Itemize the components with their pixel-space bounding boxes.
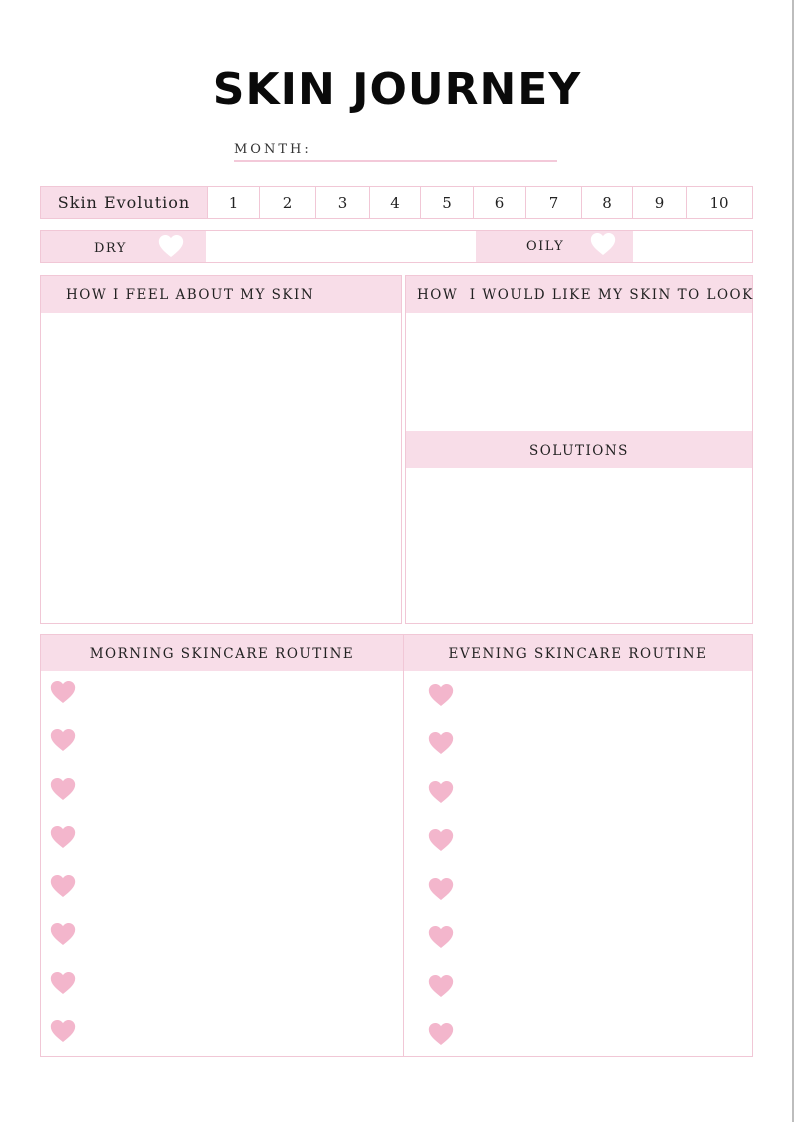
morning-checkbox-heart-icon-2[interactable] [50, 728, 76, 752]
like-title: HOW I WOULD LIKE MY SKIN TO LOOK [417, 287, 754, 303]
morning-checkbox-heart-icon-1[interactable] [50, 680, 76, 704]
scale-cell-3[interactable]: 3 [316, 187, 370, 218]
evening-checkbox-heart-icon-3[interactable] [428, 780, 454, 804]
morning-checkbox-heart-icon-4[interactable] [50, 825, 76, 849]
evening-checkbox-heart-icon-8[interactable] [428, 1022, 454, 1046]
scale-cell-9[interactable]: 9 [633, 187, 687, 218]
scale-cell-8[interactable]: 8 [582, 187, 633, 218]
skin-evolution-label: Skin Evolution [41, 187, 208, 218]
morning-checkbox-heart-icon-3[interactable] [50, 777, 76, 801]
morning-checkbox-heart-icon-8[interactable] [50, 1019, 76, 1043]
scale-cell-6[interactable]: 6 [474, 187, 526, 218]
evening-checkbox-heart-icon-6[interactable] [428, 925, 454, 949]
scale-cell-7[interactable]: 7 [526, 187, 582, 218]
solutions-title: SOLUTIONS [529, 443, 629, 459]
evening-checkbox-heart-icon-4[interactable] [428, 828, 454, 852]
scale-cell-5[interactable]: 5 [421, 187, 474, 218]
morning-title: MORNING SKINCARE ROUTINE [89, 646, 355, 662]
morning-checkbox-heart-icon-6[interactable] [50, 922, 76, 946]
evening-checkbox-heart-icon-2[interactable] [428, 731, 454, 755]
oily-heart-icon[interactable] [590, 232, 616, 256]
month-input-line[interactable] [234, 160, 557, 162]
dry-heart-icon[interactable] [158, 234, 184, 258]
oily-label: OILY [526, 239, 565, 254]
evening-routine-section [403, 634, 753, 1057]
morning-checkbox-heart-icon-7[interactable] [50, 971, 76, 995]
scale-cell-10[interactable]: 10 [709, 193, 729, 212]
scale-cell-4[interactable]: 4 [370, 187, 421, 218]
evening-checkbox-heart-icon-1[interactable] [428, 683, 454, 707]
dry-label: DRY [94, 241, 127, 256]
feel-title: HOW I FEEL ABOUT MY SKIN [66, 287, 315, 303]
page-title: SKIN JOURNEY [212, 64, 582, 115]
month-label: MONTH: [234, 142, 312, 157]
scale-cell-1[interactable]: 1 [208, 187, 260, 218]
morning-checkbox-heart-icon-5[interactable] [50, 874, 76, 898]
scale-cell-2[interactable]: 2 [260, 187, 316, 218]
evening-checkbox-heart-icon-5[interactable] [428, 877, 454, 901]
evening-checkbox-heart-icon-7[interactable] [428, 974, 454, 998]
evening-title: EVENING SKINCARE ROUTINE [448, 646, 708, 662]
morning-routine-section [40, 634, 404, 1057]
feel-section[interactable] [40, 275, 402, 624]
skin-evolution-scale [40, 186, 753, 219]
